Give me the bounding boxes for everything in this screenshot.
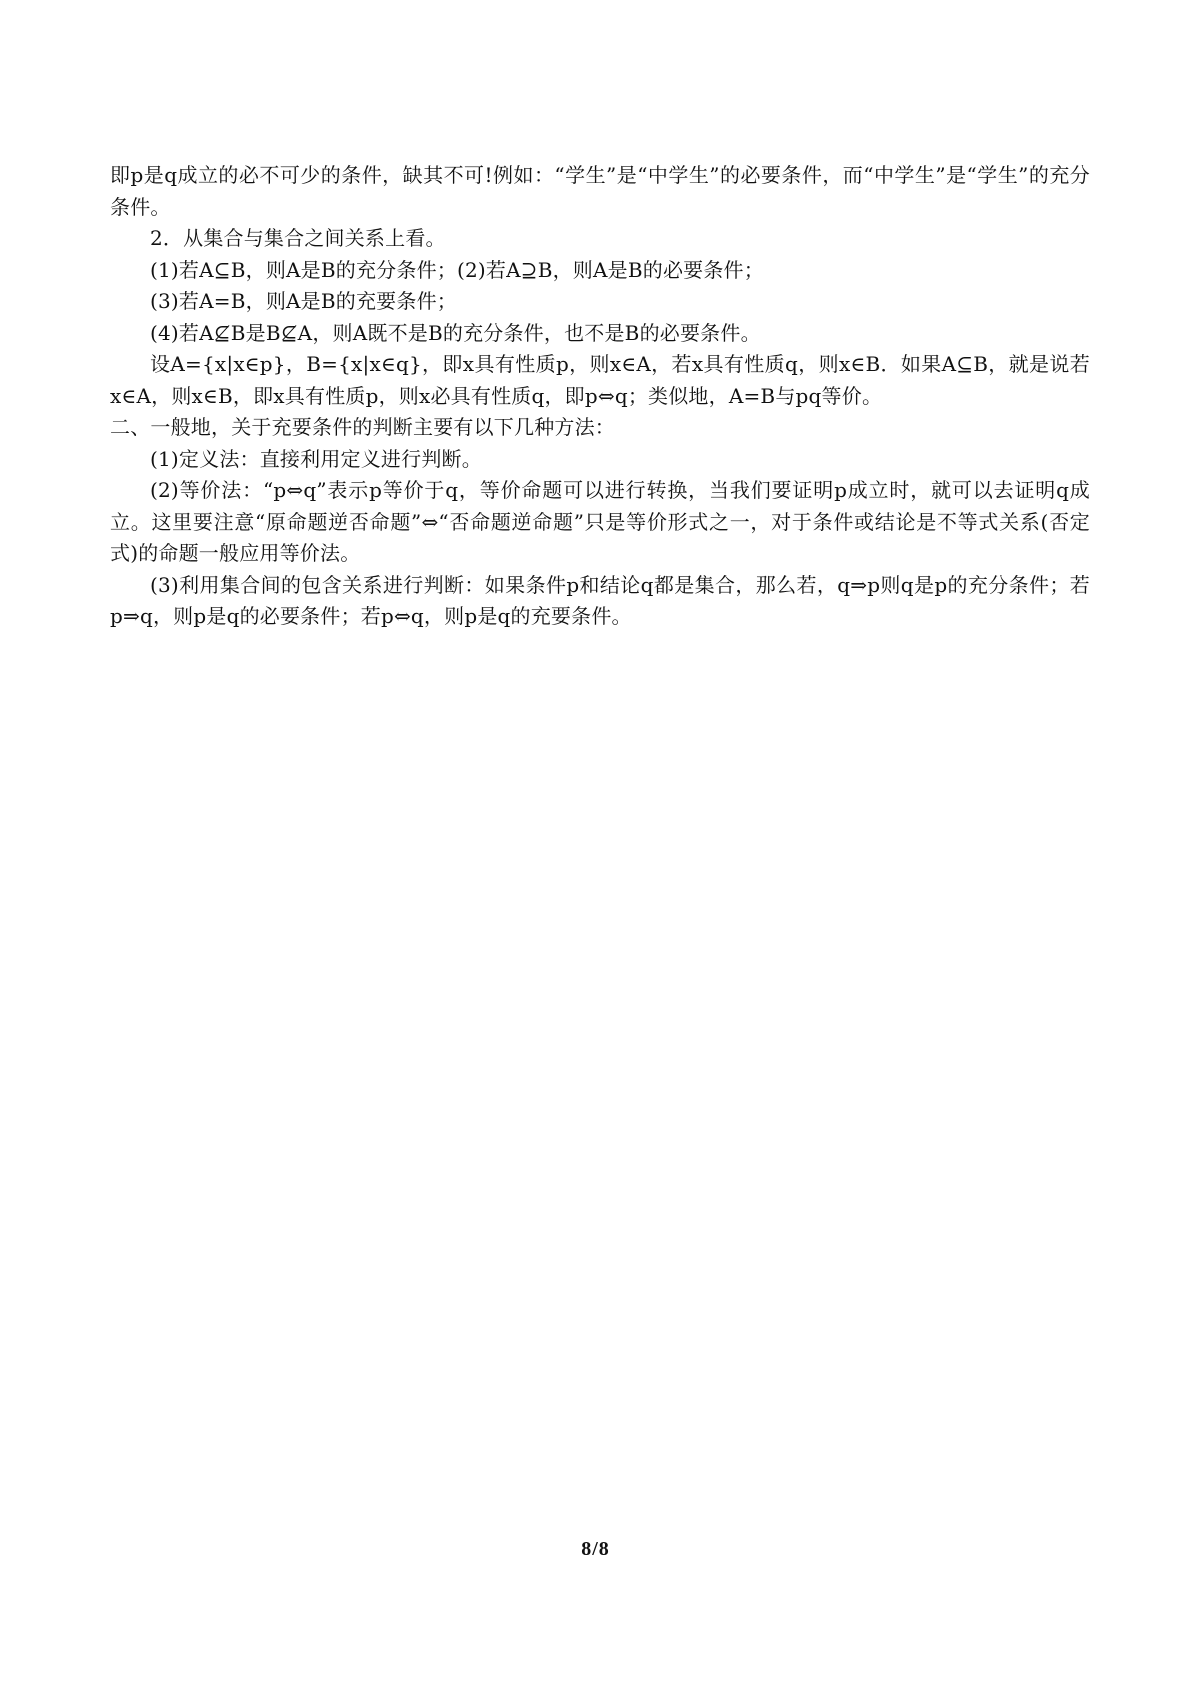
- page-number: 8/8: [581, 1538, 610, 1560]
- paragraph-definition-method: (1)定义法：直接利用定义进行判断。: [150, 446, 482, 471]
- section-heading-methods: 二、一般地，关于充要条件的判断主要有以下几种方法：: [110, 415, 615, 439]
- paragraph-set-inclusion-method: (3)利用集合间的包含关系进行判断：如果条件p和结论q都是集合，那么若，q⇒p则q是p的充分条件；若p⇒q，则p是q的必要条件；若p⇔q，则p是q的充要条件。: [110, 572, 1090, 628]
- paragraph-set-relation-heading: 2．从集合与集合之间关系上看。: [150, 226, 446, 250]
- paragraph-subset-rules: (1)若A⊆B，则A是B的充分条件；(2)若A⊇B，则A是B的必要条件；: [150, 257, 764, 282]
- paragraph-equivalence-method: (2)等价法：“p⇔q”表示p等价于q，等价命题可以进行转换，当我们要证明p成立时，就可以去证明q成立。这里要注意“原命题逆否命题”⇔“否命题逆命题”只是等价形式之一，对于条件或结论是不等式关系(否定式)的命题一般应用等价法。: [110, 478, 1090, 565]
- paragraph-necessary-condition: 即p是q成立的必不可少的条件，缺其不可!例如：“学生”是“中学生”的必要条件，而“中学生”是“学生”的充分条件。: [110, 163, 1090, 219]
- paragraph-equal-sets-rule: (3)若A=B，则A是B的充要条件；: [150, 289, 457, 313]
- document-body: [110, 160, 1090, 633]
- paragraph-neither-rule: (4)若A⊈B是B⊈A，则A既不是B的充分条件，也不是B的必要条件。: [150, 320, 761, 345]
- paragraph-set-definition: 设A={x|x∈p}，B={x|x∈q}，即x具有性质p，则x∈A，若x具有性质q，则x∈B．如果A⊆B，就是说若x∈A，则x∈B，即x具有性质p，则x必具有性质q，即p⇔q；类似地，A=B与pq等价。: [110, 352, 1090, 408]
